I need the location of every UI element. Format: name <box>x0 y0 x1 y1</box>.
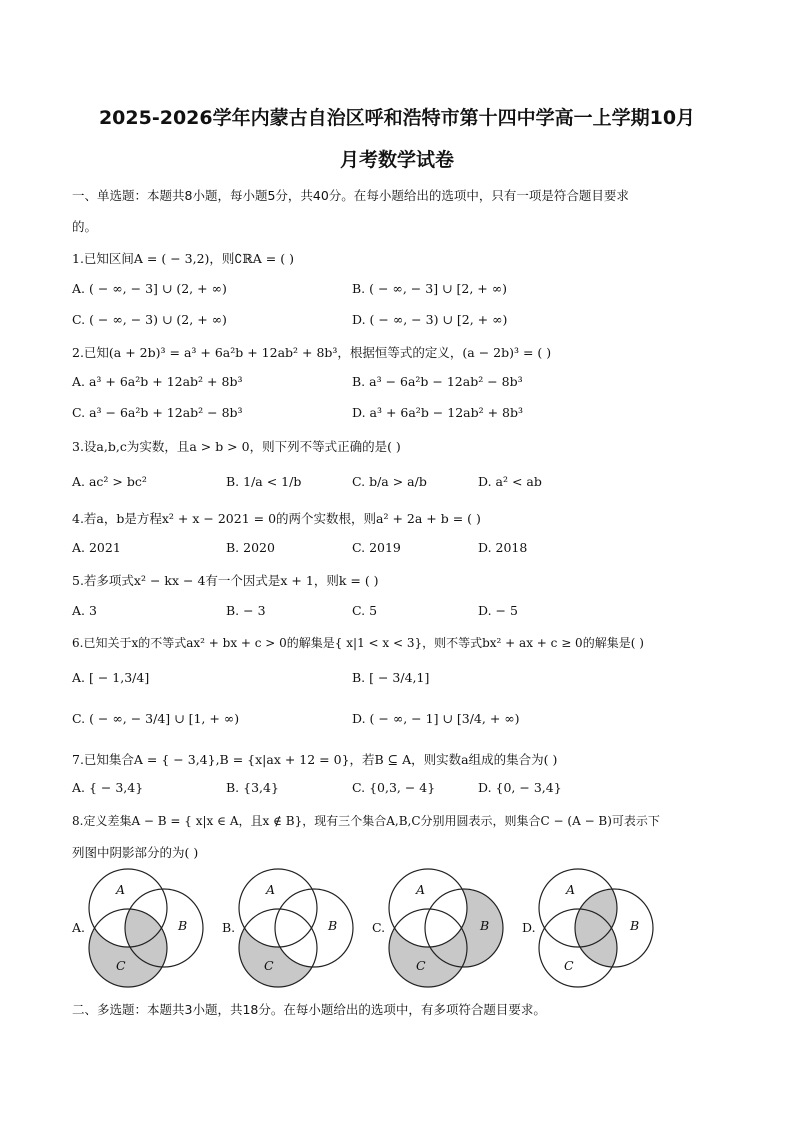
question-1-option-b: B. ( − ∞, − 3] ∪ [2, + ∞) <box>352 281 507 296</box>
venn-diagram-b <box>236 866 360 990</box>
question-2-option-b: B. a³ − 6a²b − 12ab² − 8b³ <box>352 374 523 389</box>
venn-a-label-c: C <box>116 958 126 973</box>
question-2-option-d: D. a³ + 6a²b − 12ab² + 8b³ <box>352 405 524 420</box>
question-2-stem: 2.已知(a + 2b)³ = a³ + 6a²b + 12ab² + 8b³，根据恒等式的定义，(a − 2b)³ = ( ) <box>72 345 552 360</box>
question-3-option-b: B. 1/a < 1/b <box>226 474 302 489</box>
question-4-option-c: C. 2019 <box>352 540 401 555</box>
exam-title-line2: 月考数学试卷 <box>339 149 454 171</box>
venn-c-label-c: C <box>416 958 426 973</box>
venn-b-label-b: B <box>328 918 338 933</box>
question-7-option-a: A. { − 3,4} <box>72 780 144 795</box>
question-7-option-d: D. {0, − 3,4} <box>478 780 562 795</box>
question-5-option-c: C. 5 <box>352 603 378 618</box>
section2-header: 二、多选题：本题共3小题，共18分。在每小题给出的选项中，有多项符合题目要求。 <box>72 1002 546 1017</box>
venn-d-label-c: C <box>564 958 574 973</box>
question-4-option-d: D. 2018 <box>478 540 528 555</box>
exam-title-line1: 2025-2026学年内蒙古自治区呼和浩特市第十四中学高一上学期10月 <box>98 107 696 129</box>
question-6-option-a: A. [ − 1,3/4] <box>72 670 150 685</box>
question-8-stem-cont: 列图中阴影部分的为( ) <box>72 845 199 860</box>
venn-c-label-a: A <box>416 882 426 897</box>
venn-diagram-c <box>386 866 510 990</box>
question-7-option-b: B. {3,4} <box>226 780 279 795</box>
section1-header: 一、单选题：本题共8小题，每小题5分，共40分。在每小题给出的选项中，只有一项是符合题目要求 <box>72 188 629 203</box>
question-1-stem: 1.已知区间A = ( − 3,2)，则∁ℝA = ( ) <box>72 251 294 266</box>
question-1-option-d: D. ( − ∞, − 3) ∪ [2, + ∞) <box>352 312 508 327</box>
question-5-option-b: B. − 3 <box>226 603 266 618</box>
venn-c-label-b: B <box>480 918 490 933</box>
question-1-option-c: C. ( − ∞, − 3) ∪ (2, + ∞) <box>72 312 227 327</box>
question-3-stem: 3.设a,b,c为实数，且a > b > 0，则下列不等式正确的是( ) <box>72 439 401 454</box>
question-8-stem: 8.定义差集A − B = { x|x ∈ A，且x ∉ B}，现有三个集合A,B,C分别用圆表示，则集合C − (A − B)可表示下 <box>72 814 660 828</box>
question-4-stem: 4.若a，b是方程x² + x − 2021 = 0的两个实数根，则a² + 2a + b = ( ) <box>72 511 481 526</box>
venn-d-label-b: B <box>630 918 640 933</box>
question-3-option-a: A. ac² > bc² <box>72 474 147 489</box>
venn-b-label-c: C <box>264 958 274 973</box>
question-5-option-a: A. 3 <box>72 603 97 618</box>
question-4-option-a: A. 2021 <box>72 540 121 555</box>
question-1-option-a: A. ( − ∞, − 3] ∪ (2, + ∞) <box>72 281 227 296</box>
question-3-option-c: C. b/a > a/b <box>352 474 427 489</box>
question-2-option-a: A. a³ + 6a²b + 12ab² + 8b³ <box>72 374 243 389</box>
question-3-option-d: D. a² < ab <box>478 474 542 489</box>
question-8-option-d: D. <box>522 920 536 935</box>
question-6-stem: 6.已知关于x的不等式ax² + bx + c > 0的解集是{ x|1 < x < 3}，则不等式bx² + ax + c ≥ 0的解集是( ) <box>72 636 644 650</box>
venn-b-label-a: A <box>266 882 276 897</box>
question-6-option-c: C. ( − ∞, − 3/4] ∪ [1, + ∞) <box>72 711 240 726</box>
venn-diagram-d <box>536 866 660 990</box>
question-4-option-b: B. 2020 <box>226 540 275 555</box>
question-8-option-a: A. <box>72 920 86 935</box>
question-5-option-d: D. − 5 <box>478 603 518 618</box>
question-6-option-d: D. ( − ∞, − 1] ∪ [3/4, + ∞) <box>352 711 520 726</box>
venn-a-label-b: B <box>178 918 188 933</box>
question-8-option-c: C. <box>372 920 386 935</box>
question-7-stem: 7.已知集合A = { − 3,4},B = {x|ax + 12 = 0}，若B ⊆ A，则实数a组成的集合为( ) <box>72 752 558 767</box>
question-7-option-c: C. {0,3, − 4} <box>352 780 436 795</box>
section1-header-cont: 的。 <box>72 219 98 234</box>
question-2-option-c: C. a³ − 6a²b + 12ab² − 8b³ <box>72 405 243 420</box>
question-6-option-b: B. [ − 3/4,1] <box>352 670 430 685</box>
venn-d-label-a: A <box>566 882 576 897</box>
question-5-stem: 5.若多项式x² − kx − 4有一个因式是x + 1，则k = ( ) <box>72 573 379 588</box>
venn-a-label-a: A <box>116 882 126 897</box>
venn-diagram-a <box>86 866 210 990</box>
question-8-option-b: B. <box>222 920 236 935</box>
